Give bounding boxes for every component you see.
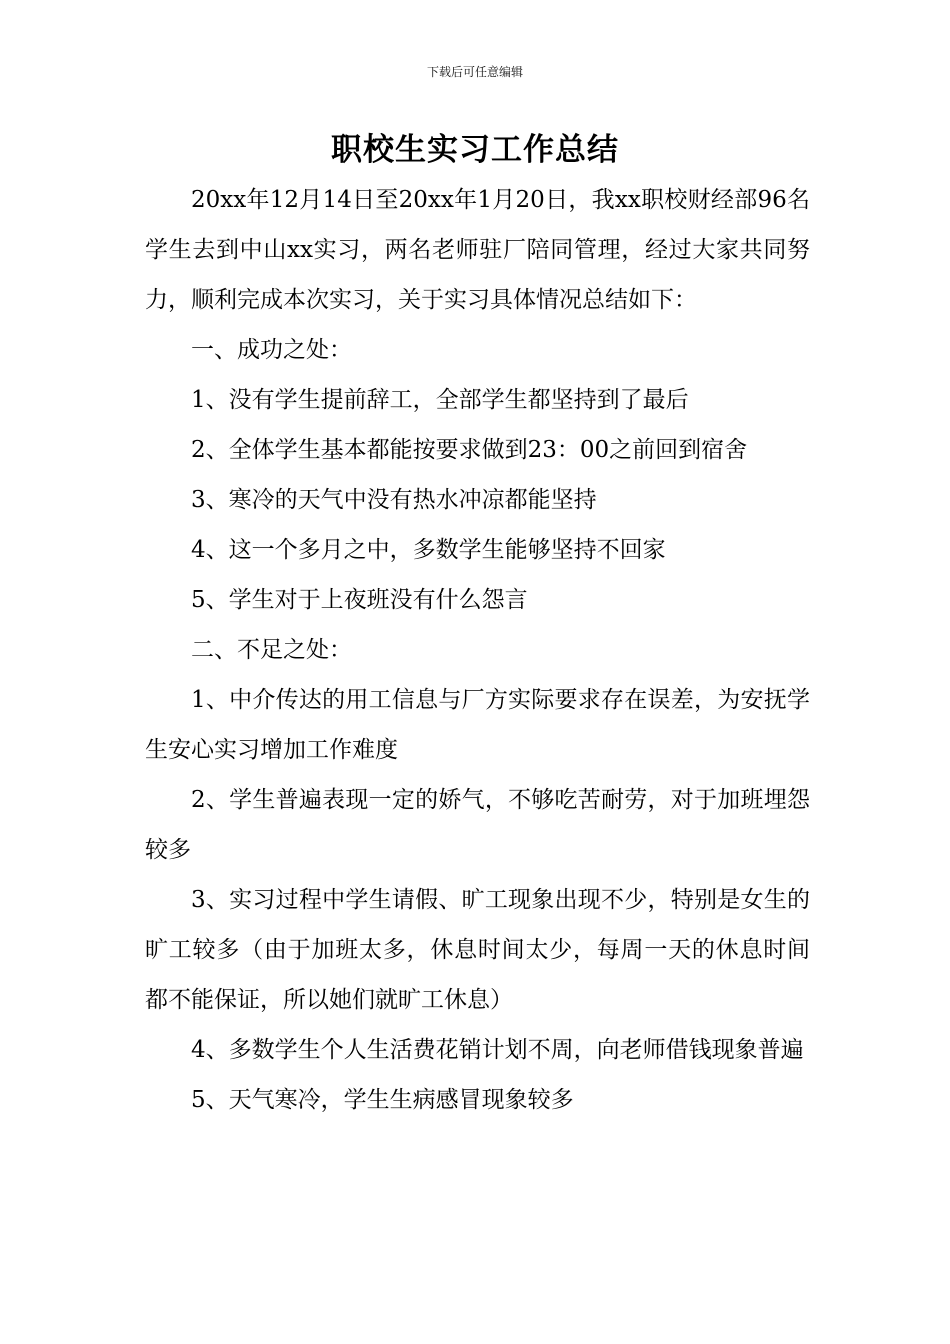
success-item-1: 1、没有学生提前辞工，全部学生都坚持到了最后 xyxy=(191,387,689,413)
shortcoming-item-5: 5、天气寒冷，学生生病感冒现象较多 xyxy=(191,1087,574,1113)
section-heading-successes: 一、成功之处： xyxy=(191,337,352,363)
shortcoming-item-2: 2、学生普遍表现一定的娇气，不够吃苦耐劳，对于加班埋怨较多 xyxy=(145,787,810,863)
shortcoming-item-4: 4、多数学生个人生活费花销计划不周，向老师借钱现象普遍 xyxy=(191,1037,804,1063)
shortcoming-item-3: 3、实习过程中学生请假、旷工现象出现不少，特别是女生的旷工较多（由于加班太多，休息时间太少，每周一天的休息时间都不能保证，所以她们就旷工休息） xyxy=(145,887,810,1013)
success-item-5: 5、学生对于上夜班没有什么怨言 xyxy=(191,587,528,613)
section-heading-shortcomings: 二、不足之处： xyxy=(191,637,352,663)
document-body xyxy=(145,175,810,1125)
header-note: 下载后可任意编辑 xyxy=(426,65,523,79)
success-item-4: 4、这一个多月之中，多数学生能够坚持不回家 xyxy=(191,537,666,563)
shortcoming-item-1: 1、中介传达的用工信息与厂方实际要求存在误差，为安抚学生安心实习增加工作难度 xyxy=(145,687,810,763)
success-item-2: 2、全体学生基本都能按要求做到23：00之前回到宿舍 xyxy=(191,437,748,463)
success-item-3: 3、寒冷的天气中没有热水冲凉都能坚持 xyxy=(191,487,597,513)
document-title: 职校生实习工作总结 xyxy=(331,132,619,168)
intro-paragraph: 20xx年12月14日至20xx年1月20日，我xx职校财经部96名学生去到中山xx实习，两名老师驻厂陪同管理，经过大家共同努力，顺利完成本次实习，关于实习具体情况总结如下： xyxy=(145,187,810,313)
